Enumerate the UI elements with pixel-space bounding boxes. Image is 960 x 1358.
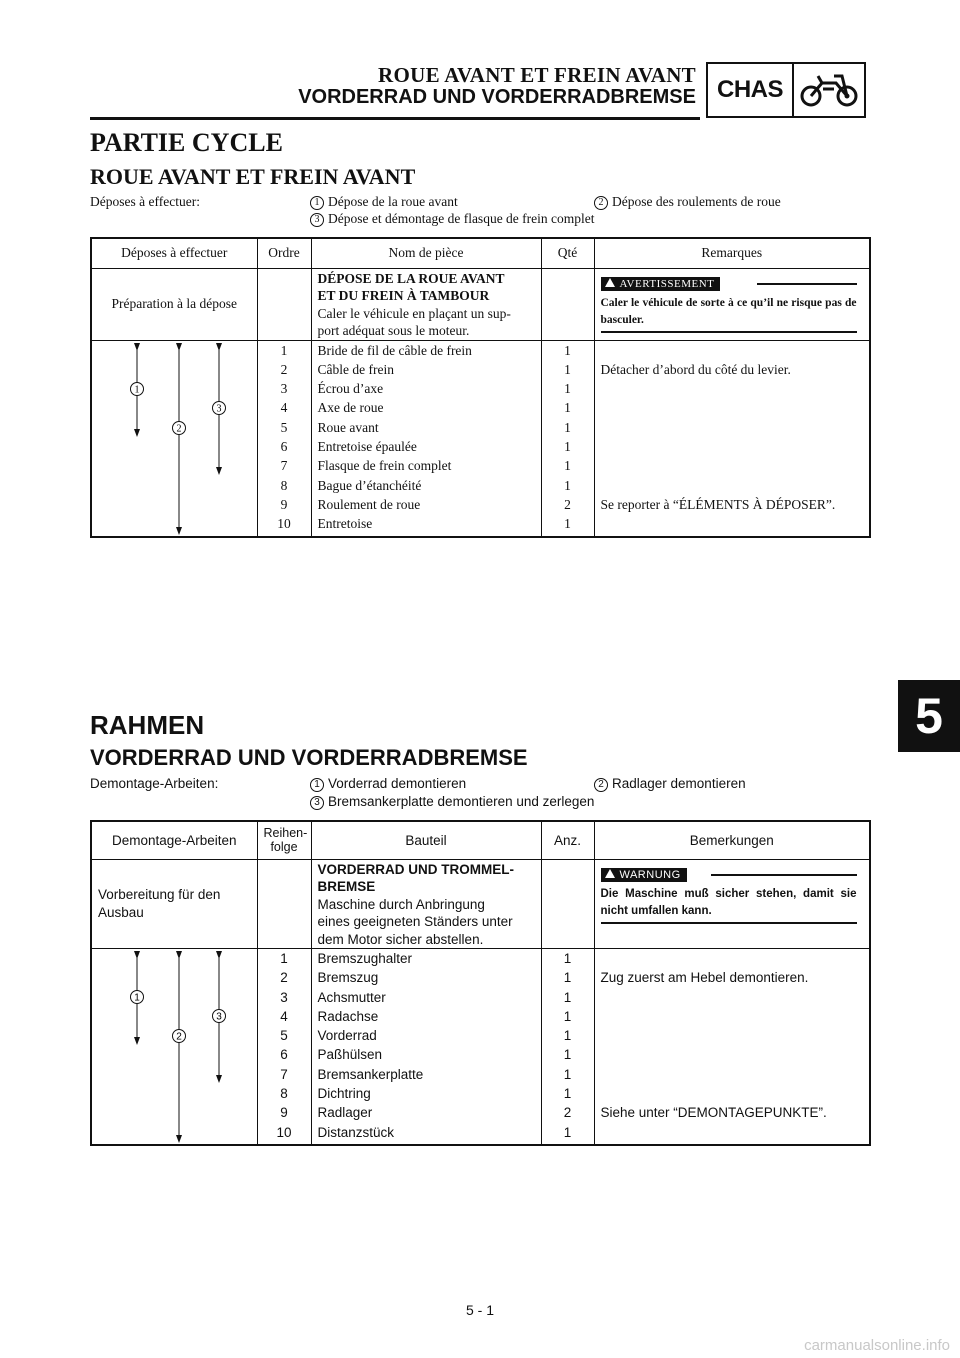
fr-col-header: Déposes à effectuer <box>91 238 257 268</box>
de-section-title: RAHMEN <box>90 710 205 740</box>
de-remark-col: Zug zuerst am Hebel demontieren. Siehe unter “DEMONTAGEPUNKTE”. <box>600 970 827 1121</box>
fr-col-header: Ordre <box>257 238 311 268</box>
warning-icon <box>605 278 615 287</box>
fr-prep-label: Préparation à la dépose <box>91 268 257 340</box>
fr-warning <box>601 275 857 333</box>
de-page-title: VORDERRAD UND VORDERRADBREMSE <box>90 745 528 770</box>
de-prep-text: eines geeigneten Ständers unter <box>317 914 513 929</box>
de-warning-label: WARNUNG <box>619 868 681 881</box>
de-warning-text: Die Maschine muß sicher stehen, damit sie nicht umfallen kann. <box>600 887 857 917</box>
fr-page-title: ROUE AVANT ET FREIN AVANT <box>90 164 416 189</box>
motorcycle-icon <box>794 64 864 116</box>
de-step-1: 1 Vorderrad demontieren <box>310 776 466 792</box>
fr-col-header: Nom de pièce <box>311 238 541 268</box>
page-number: 5 - 1 <box>465 1302 494 1318</box>
de-prep-text: Maschine durch Anbringung <box>317 896 485 912</box>
chas-badge <box>706 62 866 118</box>
de-prep-text: dem Motor sicher abstellen. <box>317 931 484 947</box>
de-prep-title: VORDERRAD UND TROMMEL- <box>317 861 514 877</box>
fr-step-3: 3 Dépose et démontage de flasque de frein complet <box>310 211 595 227</box>
fr-prep-title: DÉPOSE DE LA ROUE AVANT <box>317 270 505 286</box>
de-prep-title: BREMSE <box>317 879 376 894</box>
chapter-tab: 5 <box>898 680 960 752</box>
fr-col-header: Qté <box>541 238 594 268</box>
fr-prep-title: ET DU FREIN À TAMBOUR <box>317 288 490 303</box>
chas-label: CHAS <box>708 64 794 116</box>
fr-order-col: 1 2 3 4 5 6 7 8 9 10 <box>257 340 311 537</box>
de-warning <box>601 866 857 924</box>
fr-prep-text: port adéquat sous le moteur. <box>317 323 470 338</box>
fr-prep-text: Caler le véhicule en plaçant un sup- <box>317 305 511 321</box>
fr-parts-table <box>90 237 871 538</box>
fr-step-1: 1 Dépose de la roue avant <box>310 194 458 210</box>
fr-step-arrows <box>91 340 257 537</box>
fr-col-header: Remarques <box>594 238 870 268</box>
de-prep-label: Vorbereitung für den Ausbau <box>91 859 257 949</box>
de-arrow-label-3: 3 <box>216 1011 222 1023</box>
de-col-header: Reihen- folge <box>257 821 311 859</box>
de-step-2: 2 Radlager demontieren <box>594 776 746 792</box>
fr-qty-col: 1 1 1 1 1 1 1 1 2 1 <box>541 340 594 537</box>
de-qty-col: 1 1 1 1 1 1 1 1 2 1 <box>541 949 594 1146</box>
de-col-header: Anz. <box>541 821 594 859</box>
de-name-col: Bremszughalter Bremszug Achsmutter Radachse Vorderrad Paßhülsen Bremsankerplatte Dichtring Radlager Distanzstück <box>311 949 541 1146</box>
de-order-col: 1 2 3 4 5 6 7 8 9 10 <box>257 949 311 1146</box>
de-col-header: Demontage-Arbeiten <box>91 821 257 859</box>
de-col-header: Bauteil <box>311 821 541 859</box>
fr-arrow-label-3: 3 <box>216 403 222 414</box>
header-title-de: VORDERRAD UND VORDERRADBREMSE <box>298 86 696 108</box>
fr-section-title: PARTIE CYCLE <box>90 128 283 157</box>
de-arrow-label-2: 2 <box>176 1031 182 1043</box>
fr-step-2: 2 Dépose des roulements de roue <box>594 194 781 210</box>
watermark: carmanualsonline.info <box>804 1337 950 1354</box>
fr-warning-text: Caler le véhicule de sorte à ce qu’il ne risque pas de basculer. <box>600 296 857 326</box>
de-col-header: Bemerkungen <box>594 821 870 859</box>
de-steps-label: Demontage-Arbeiten: <box>90 776 219 791</box>
warning-icon <box>605 869 615 878</box>
fr-arrow-label-2: 2 <box>176 423 182 434</box>
fr-remark-col: Détacher d’abord du côté du levier. Se reporter à “ÉLÉMENTS À DÉPOSER”. <box>600 361 836 512</box>
de-step-3: 3 Bremsankerplatte demontieren und zerlegen <box>310 794 594 810</box>
de-parts-table <box>90 820 871 1146</box>
header-title-fr: ROUE AVANT ET FREIN AVANT <box>378 63 696 87</box>
fr-arrow-label-1: 1 <box>134 384 140 395</box>
fr-steps-label: Déposes à effectuer: <box>90 194 200 209</box>
de-step-arrows <box>91 949 257 1146</box>
fr-warning-label: AVERTISSEMENT <box>619 277 715 290</box>
header-rule <box>90 117 700 120</box>
fr-name-col: Bride de fil de câble de frein Câble de frein Écrou d’axe Axe de roue Roue avant Entretoise épaulée Flasque de frein complet Bague d’étanchéité Roulement de roue Entretoise <box>311 340 541 537</box>
de-arrow-label-1: 1 <box>134 992 140 1004</box>
